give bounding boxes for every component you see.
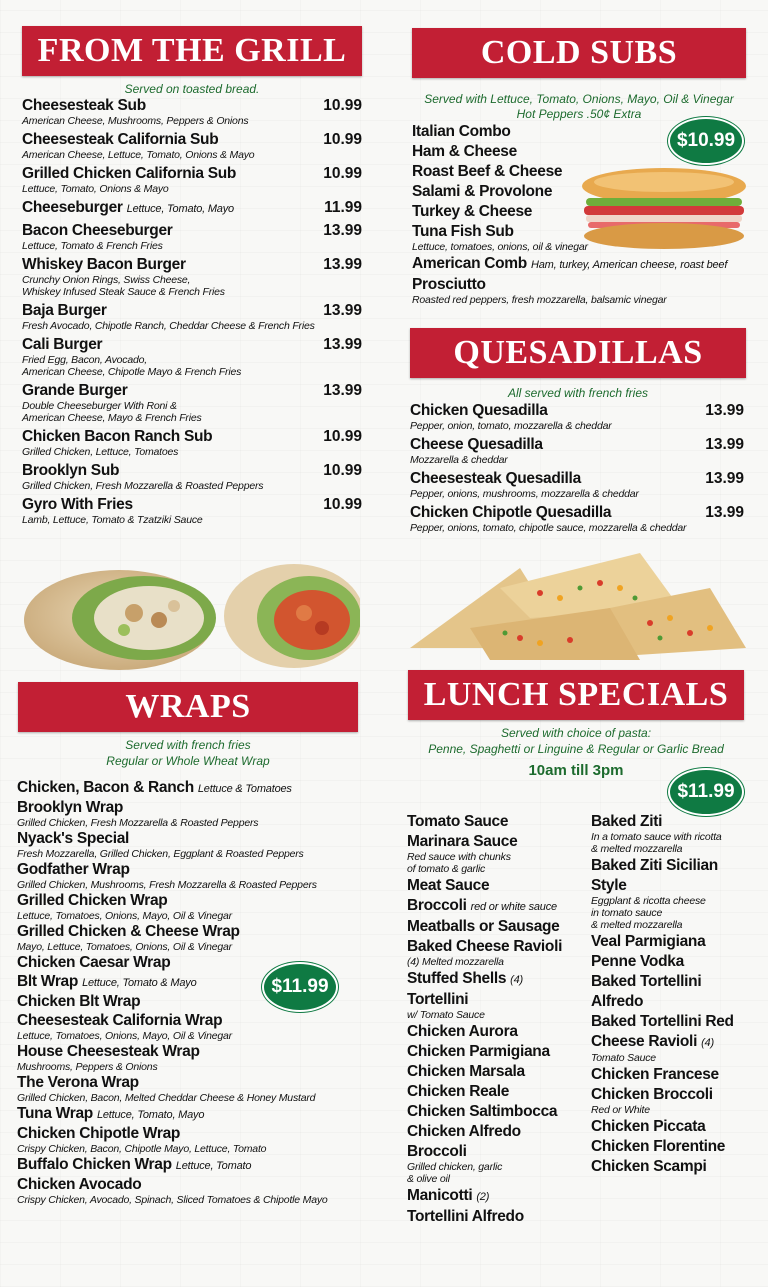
menu-item-name: Baja Burger <box>22 302 107 319</box>
menu-item-name: Cheesesteak California Wrap <box>17 1012 223 1029</box>
menu-item <box>17 779 362 798</box>
menu-item <box>22 256 362 298</box>
menu-item-name: Baked Cheese Ravioli <box>407 938 563 955</box>
menu-item <box>410 402 744 432</box>
menu-item-name: Tortellini <box>407 991 469 1008</box>
menu-item-inline-desc: Lettuce, Tomato & Mayo <box>82 977 197 989</box>
menu-item-description: Grilled Chicken, Mushrooms, Fresh Mozzarella & Roasted Peppers <box>17 879 317 891</box>
menu-item-name: The Verona Wrap <box>17 1074 139 1091</box>
menu-item-name: Cali Burger <box>22 336 103 353</box>
menu-item-description: & olive oil <box>407 1173 450 1185</box>
menu-item-inline-desc: Lettuce, Tomato, Mayo <box>96 1109 205 1121</box>
menu-item-description: Fried Egg, Bacon, Avocado, <box>22 354 147 366</box>
wraps-note-1: Served with french fries <box>125 738 251 752</box>
menu-item-name: Brooklyn Wrap <box>17 799 124 816</box>
menu-item-name: Chicken Quesadilla <box>410 402 548 419</box>
menu-item-name: Italian Combo <box>412 123 511 140</box>
menu-item-name: Roast Beef & Cheese <box>412 163 563 180</box>
cold-subs-banner: COLD SUBS <box>412 28 746 78</box>
menu-item <box>22 496 362 526</box>
menu-item <box>591 953 751 971</box>
menu-item-name: Grilled Chicken & Cheese Wrap <box>17 923 240 940</box>
menu-item-name: Buffalo Chicken Wrap <box>17 1156 172 1173</box>
quesadillas-note: All served with french fries <box>507 386 649 400</box>
menu-item-name: Manicotti <box>407 1187 473 1204</box>
menu-item-name: Stuffed Shells <box>407 970 507 987</box>
menu-item <box>17 1176 362 1206</box>
menu-item-description: Pepper, onion, tomato, mozzarella & cheddar <box>410 420 612 432</box>
quesadillas-list <box>410 402 744 538</box>
menu-item <box>407 1043 587 1061</box>
menu-item-description: Fresh Mozzarella, Grilled Chicken, Eggplant & Roasted Peppers <box>17 848 304 860</box>
menu-item-description: Pepper, onions, tomato, chipotle sauce, mozzarella & cheddar <box>410 522 687 534</box>
menu-item-name: Chicken Chipotle Quesadilla <box>410 504 612 521</box>
menu-item-inline-desc: red or white sauce <box>470 901 557 913</box>
menu-item-price: 10.99 <box>323 165 362 182</box>
menu-item <box>407 1187 587 1206</box>
menu-item-name: Godfather Wrap <box>17 861 130 878</box>
menu-item <box>407 1103 587 1121</box>
menu-item-description: Tomato Sauce <box>591 1052 656 1064</box>
sub-sandwich-photo <box>580 166 748 252</box>
menu-item-name: Baked Tortellini <box>591 973 702 990</box>
menu-item-name: Chicken Marsala <box>407 1063 525 1080</box>
menu-item-inline-desc: Ham, turkey, American cheese, roast beef <box>530 259 728 271</box>
menu-item-description: Eggplant & ricotta cheese <box>591 895 706 907</box>
menu-item-name: Chicken Saltimbocca <box>407 1103 558 1120</box>
quesadillas-banner: QUESADILLAS <box>410 328 746 378</box>
menu-item-description: Crispy Chicken, Avocado, Spinach, Sliced Tomatoes & Chipotle Mayo <box>17 1194 328 1206</box>
menu-item <box>407 918 587 936</box>
menu-item-description: Double Cheeseburger With Roni & <box>22 400 177 412</box>
menu-item-inline-desc: (4) <box>510 974 524 986</box>
menu-item-name: Alfredo <box>591 993 644 1010</box>
menu-item <box>22 302 362 332</box>
menu-item-description: w/ Tomato Sauce <box>407 1009 485 1021</box>
menu-item <box>17 830 362 860</box>
menu-item-name: Cheeseburger <box>22 199 123 216</box>
menu-item-name: Style <box>591 877 627 894</box>
menu-item-name: Chicken Broccoli <box>591 1086 713 1103</box>
menu-item-name: Bacon Cheeseburger <box>22 222 173 239</box>
menu-item-description: Lamb, Lettuce, Tomato & Tzatziki Sauce <box>22 514 203 526</box>
menu-item-name: Cheese Ravioli <box>591 1033 698 1050</box>
menu-item <box>407 938 587 968</box>
lunch-list-left <box>407 813 587 1228</box>
menu-item-price: 11.99 <box>324 199 362 216</box>
menu-item <box>22 428 362 458</box>
menu-item-description: Lettuce, Tomato & French Fries <box>22 240 163 252</box>
menu-item-description: Grilled Chicken, Fresh Mozzarella & Roasted Peppers <box>17 817 259 829</box>
menu-item-description: Pepper, onions, mushrooms, mozzarella & cheddar <box>410 488 639 500</box>
menu-item-description: Grilled chicken, garlic <box>407 1161 503 1173</box>
menu-item <box>17 1074 362 1104</box>
menu-item-name: Cheesesteak Quesadilla <box>410 470 581 487</box>
menu-item-name: Broccoli <box>407 1143 467 1160</box>
menu-item-description: Crunchy Onion Rings, Swiss Cheese, <box>22 274 191 286</box>
menu-item-description: Red sauce with chunks <box>407 851 511 863</box>
menu-item <box>22 382 362 424</box>
menu-item <box>591 1118 751 1136</box>
menu-item-price: 13.99 <box>705 504 744 521</box>
menu-item <box>591 877 751 931</box>
menu-item-name: Chicken Alfredo <box>407 1123 521 1140</box>
menu-item-description: Lettuce, tomatoes, onions, oil & vinegar <box>412 241 588 253</box>
menu-item <box>412 255 742 274</box>
lunch-note-2: Penne, Spaghetti or Linguine & Regular or Garlic Bread <box>428 742 724 756</box>
cold-subs-note-2: Hot Peppers .50¢ Extra <box>516 107 642 121</box>
menu-item-description: Whiskey Infused Steak Sauce & French Fries <box>22 286 225 298</box>
menu-item <box>17 923 362 953</box>
menu-item-description: American Cheese, Chipotle Mayo & French Fries <box>22 366 242 378</box>
menu-item-description: Lettuce, Tomato, Onions & Mayo <box>22 183 169 195</box>
menu-item <box>22 222 362 252</box>
menu-item-description: Mushrooms, Peppers & Onions <box>17 1061 158 1073</box>
menu-item <box>22 97 362 127</box>
menu-item-name: Chicken Chipotle Wrap <box>17 1125 181 1142</box>
menu-item-name: Whiskey Bacon Burger <box>22 256 186 273</box>
menu-item-name: Salami & Provolone <box>412 183 553 200</box>
menu-item-inline-desc: (2) <box>476 1191 490 1203</box>
menu-item <box>591 813 751 855</box>
menu-item <box>591 1033 751 1064</box>
menu-item-name: Chicken Avocado <box>17 1176 142 1193</box>
menu-item-description: Red or White <box>591 1104 650 1116</box>
menu-item <box>591 1138 751 1156</box>
menu-item <box>591 933 751 951</box>
menu-item-description: in tomato sauce <box>591 907 663 919</box>
menu-item <box>410 504 744 534</box>
menu-item-price: 10.99 <box>323 462 362 479</box>
menu-item <box>407 1063 587 1081</box>
menu-item-name: Chicken Reale <box>407 1083 510 1100</box>
menu-item-name: Tomato Sauce <box>407 813 509 830</box>
menu-item-name: Grande Burger <box>22 382 128 399</box>
menu-item-name: Brooklyn Sub <box>22 462 120 479</box>
menu-item-name: Broccoli <box>407 897 467 914</box>
menu-item-price: 10.99 <box>323 97 362 114</box>
menu-item <box>407 897 587 916</box>
menu-item-name: Grilled Chicken Wrap <box>17 892 168 909</box>
menu-item-name: Chicken Florentine <box>591 1138 726 1155</box>
menu-item-price: 13.99 <box>705 470 744 487</box>
wraps-note-2: Regular or Whole Wheat Wrap <box>106 754 270 768</box>
menu-item-price: 13.99 <box>323 222 362 239</box>
menu-item-inline-desc: Lettuce, Tomato <box>175 1160 252 1172</box>
menu-item <box>407 813 587 831</box>
menu-item <box>22 462 362 492</box>
menu-item-name: Baked Ziti Sicilian <box>591 857 718 874</box>
menu-item-description: Grilled Chicken, Bacon, Melted Cheddar Cheese & Honey Mustard <box>17 1092 316 1104</box>
menu-item-name: Chicken Scampi <box>591 1158 707 1175</box>
menu-item <box>407 1208 587 1226</box>
menu-item-description: Mayo, Lettuce, Tomatoes, Onions, Oil & Vinegar <box>17 941 232 953</box>
menu-item-name: Prosciutto <box>412 276 486 293</box>
menu-item-name: Meatballs or Sausage <box>407 918 560 935</box>
menu-item <box>591 1013 751 1031</box>
menu-item-name: Chicken Blt Wrap <box>17 993 141 1010</box>
menu-item-name: Chicken Aurora <box>407 1023 518 1040</box>
menu-item <box>591 857 751 875</box>
menu-item <box>407 1083 587 1101</box>
menu-item-price: 13.99 <box>323 336 362 353</box>
menu-item-name: Chicken, Bacon & Ranch <box>17 779 194 796</box>
menu-item-name: Ham & Cheese <box>412 143 517 160</box>
menu-item <box>22 131 362 161</box>
menu-item-name: Cheese Quesadilla <box>410 436 543 453</box>
menu-item <box>17 1043 362 1073</box>
menu-item-price: 13.99 <box>705 436 744 453</box>
menu-item-description: of tomato & garlic <box>407 863 486 875</box>
cold-subs-note-1: Served with Lettuce, Tomato, Onions, Mayo, Oil & Vinegar <box>424 92 734 106</box>
menu-item-description: Roasted red peppers, fresh mozzarella, balsamic vinegar <box>412 294 667 306</box>
menu-item <box>412 276 742 306</box>
menu-item-name: Veal Parmigiana <box>591 933 706 950</box>
menu-item <box>591 993 751 1011</box>
menu-item-name: Meat Sauce <box>407 877 490 894</box>
grill-list <box>22 97 362 530</box>
menu-item <box>17 1012 362 1042</box>
menu-item-description: Lettuce, Tomatoes, Onions, Mayo, Oil & Vinegar <box>17 910 232 922</box>
menu-item <box>17 1156 362 1175</box>
menu-item-price: 13.99 <box>323 302 362 319</box>
menu-item-name: Chicken Piccata <box>591 1118 706 1135</box>
menu-item-description: (4) Melted mozzarella <box>407 956 504 968</box>
menu-item-price: 13.99 <box>705 402 744 419</box>
menu-item-description: In a tomato sauce with ricotta <box>591 831 722 843</box>
grill-note: Served on toasted bread. <box>124 82 260 96</box>
menu-item-name: Tortellini Alfredo <box>407 1208 524 1225</box>
menu-item-name: Penne Vodka <box>591 953 684 970</box>
menu-item-inline-desc: (4) <box>701 1037 714 1049</box>
menu-item-description: Crispy Chicken, Bacon, Chipotle Mayo, Lettuce, Tomato <box>17 1143 267 1155</box>
menu-item-name: Chicken Bacon Ranch Sub <box>22 428 213 445</box>
menu-item <box>407 970 587 989</box>
menu-item <box>591 1086 751 1116</box>
menu-item-name: Tuna Fish Sub <box>412 223 514 240</box>
menu-item-price: 10.99 <box>323 131 362 148</box>
menu-item-name: Baked Ziti <box>591 813 663 830</box>
menu-item <box>407 833 587 875</box>
wrap-photo <box>24 558 360 674</box>
lunch-hours: 10am till 3pm <box>528 762 624 779</box>
menu-item-name: Gyro With Fries <box>22 496 133 513</box>
menu-item-name: Cheesesteak Sub <box>22 97 146 114</box>
menu-item-description: American Cheese, Mayo & French Fries <box>22 412 202 424</box>
quesadilla-photo <box>410 548 746 664</box>
menu-item <box>591 1158 751 1176</box>
menu-item <box>17 892 362 922</box>
menu-item-price: 10.99 <box>323 496 362 513</box>
menu-item <box>17 1105 362 1124</box>
menu-item <box>407 991 587 1021</box>
menu-item-name: House Cheesesteak Wrap <box>17 1043 200 1060</box>
lunch-note-1: Served with choice of pasta: <box>500 726 652 740</box>
menu-item-name: Marinara Sauce <box>407 833 518 850</box>
lunch-specials-banner: LUNCH SPECIALS <box>408 670 744 720</box>
menu-item-description: & melted mozzarella <box>591 919 683 931</box>
menu-item-name: Baked Tortellini Red <box>591 1013 734 1030</box>
menu-item-inline-desc: Lettuce & Tomatoes <box>197 783 292 795</box>
menu-item-description: Grilled Chicken, Lettuce, Tomatoes <box>22 446 179 458</box>
menu-item <box>17 799 362 829</box>
menu-item-description: & melted mozzarella <box>591 843 683 855</box>
menu-item <box>17 1125 362 1155</box>
menu-item-description: Lettuce, Tomatoes, Onions, Mayo, Oil & Vinegar <box>17 1030 232 1042</box>
lunch-price-badge: $11.99 <box>668 768 744 816</box>
menu-item-price: 10.99 <box>323 428 362 445</box>
menu-item-name: Tuna Wrap <box>17 1105 93 1122</box>
menu-item-name: Nyack's Special <box>17 830 130 847</box>
menu-item <box>407 1123 587 1141</box>
menu-item-name: Blt Wrap <box>17 973 79 990</box>
menu-item-name: Chicken Francese <box>591 1066 719 1083</box>
menu-item-price: 13.99 <box>323 256 362 273</box>
wraps-price-badge: $11.99 <box>262 962 338 1012</box>
cold-subs-price-badge: $10.99 <box>668 117 744 165</box>
menu-item-description: Grilled Chicken, Fresh Mozzarella & Roasted Peppers <box>22 480 264 492</box>
menu-item-name: Grilled Chicken California Sub <box>22 165 237 182</box>
menu-item <box>22 165 362 195</box>
grill-banner: FROM THE GRILL <box>22 26 362 76</box>
menu-item <box>410 436 744 466</box>
menu-item-description: Mozzarella & cheddar <box>410 454 508 466</box>
menu-item-inline-desc: Lettuce, Tomato, Mayo <box>126 203 234 215</box>
menu-item-name: Cheesesteak California Sub <box>22 131 219 148</box>
wraps-banner: WRAPS <box>18 682 358 732</box>
menu-item-description: American Cheese, Mushrooms, Peppers & Onions <box>22 115 249 127</box>
menu-item <box>22 336 362 378</box>
menu-item <box>17 861 362 891</box>
menu-item <box>591 1066 751 1084</box>
menu-item <box>22 199 362 218</box>
menu-item-description: Fresh Avocado, Chipotle Ranch, Cheddar Cheese & French Fries <box>22 320 315 332</box>
menu-item-name: Chicken Caesar Wrap <box>17 954 171 971</box>
menu-item <box>591 973 751 991</box>
menu-item-description: American Cheese, Lettuce, Tomato, Onions & Mayo <box>22 149 255 161</box>
menu-item-name: Chicken Parmigiana <box>407 1043 550 1060</box>
menu-item <box>407 877 587 895</box>
menu-item-name: Turkey & Cheese <box>412 203 533 220</box>
lunch-list-right <box>591 813 751 1178</box>
menu-item <box>410 470 744 500</box>
menu-item-name: American Comb <box>412 255 527 272</box>
menu-item <box>407 1023 587 1041</box>
menu-item <box>407 1143 587 1185</box>
menu-item-price: 13.99 <box>323 382 362 399</box>
